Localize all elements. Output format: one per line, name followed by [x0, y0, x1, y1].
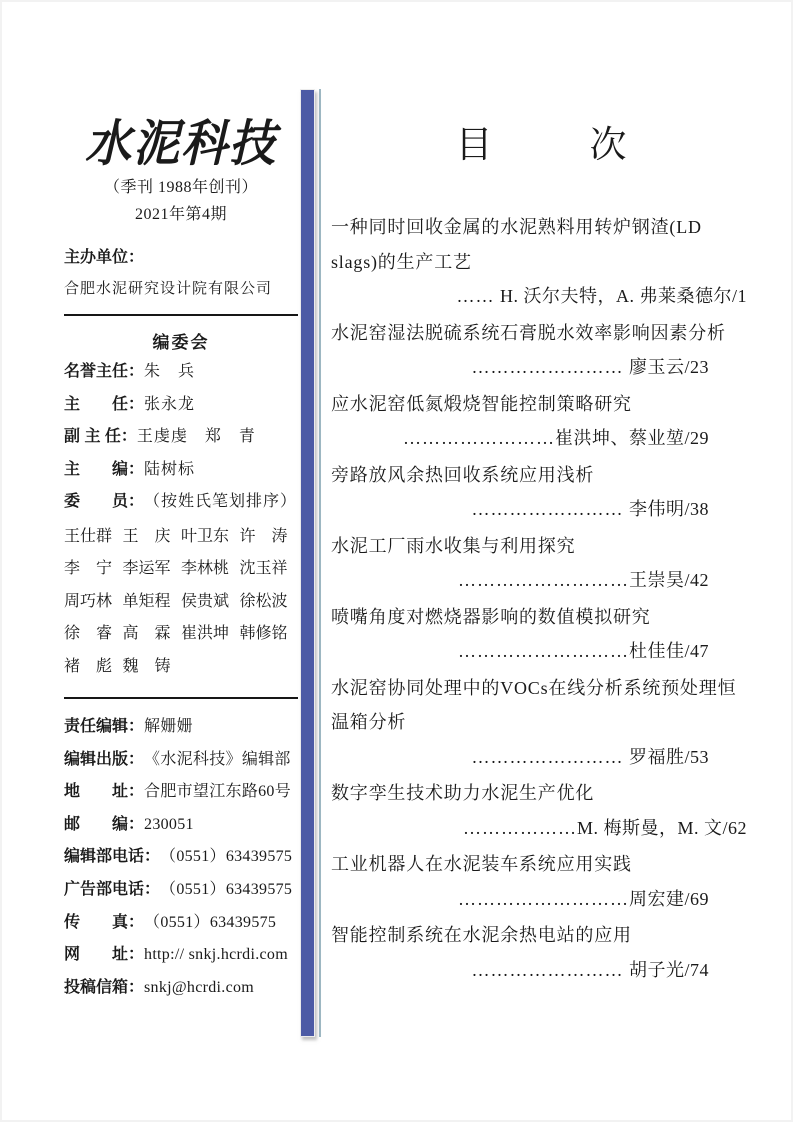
dot-leader: …………………… [471, 959, 629, 980]
info-row-website [64, 939, 298, 972]
editorial-board-section [64, 330, 298, 683]
member-row [64, 651, 298, 684]
member-name: 侯贵斌 [181, 592, 230, 610]
board-row-chief-editor [64, 454, 298, 487]
toc-entry-title: 智能控制系统在水泥余热电站的应用 [331, 925, 632, 945]
info-row-publisher [64, 744, 298, 777]
toc-entry-author-line [331, 740, 751, 775]
info-row-label: 责任编辑： [64, 718, 145, 735]
member-name: 单矩程 [122, 592, 171, 610]
toc-entry-author-page: 崔洪坤、蔡业堃/29 [554, 428, 709, 448]
edition-issue: 2021年第4期 [134, 206, 227, 223]
toc-entry-title: 工业机器人在水泥装车系统应用实践 [331, 854, 632, 874]
info-row-value: 解姗姗 [144, 718, 193, 735]
toc-entry-author-line [331, 634, 751, 669]
dot-leader: …… [456, 286, 500, 306]
divider-rule-bottom [64, 697, 298, 699]
info-row-fax [64, 907, 298, 940]
member-name: 高 霖 [122, 625, 171, 642]
toc-entry-author-page: 李伟明/38 [628, 499, 709, 519]
info-row-label: 编辑出版： [64, 750, 145, 768]
board-row-label: 副 主 任： [64, 428, 137, 445]
toc-entry-title: 数字孪生技术助力水泥生产优化 [331, 783, 595, 803]
toc-entry-author-page: 廖玉云/23 [628, 357, 709, 377]
toc-entry-title: 水泥窑湿法脱硫系统石膏脱水效率影响因素分析 [331, 322, 726, 343]
board-row-value: （按姓氏笔划排序） [144, 493, 298, 510]
info-row-address [64, 776, 298, 809]
info-row-editorial-phone [64, 841, 298, 874]
toc-entry-title: 旁路放风余热回收系统应用浅析 [331, 464, 595, 485]
member-name: 王 庆 [122, 527, 171, 545]
dot-leader: ……………………… [457, 888, 629, 909]
info-row-label: 广告部电话： [64, 880, 161, 898]
toc-entry-title: 一种同时回收金属的水泥熟料用转炉钢渣(LD slags)的生产工艺 [331, 217, 702, 272]
dot-leader: ……………………… [457, 641, 629, 661]
toc-entry-title: 水泥工厂雨水收集与利用探究 [331, 535, 576, 556]
sponsor-name: 合肥水泥研究设计院有限公司 [64, 281, 273, 297]
member-row [64, 553, 298, 586]
toc-entry-author-line [331, 882, 751, 917]
divider-rule-top [64, 314, 298, 316]
toc-entry [331, 776, 751, 845]
masthead-panel [64, 112, 298, 1004]
toc-entry-author-page: 周宏建/69 [628, 888, 709, 909]
info-row-postcode [64, 809, 298, 842]
board-row-value: 朱 兵 [144, 363, 196, 380]
toc-entry-author-page: 罗福胜/53 [628, 746, 709, 767]
member-row [64, 521, 298, 554]
dot-leader: ……………… [462, 817, 577, 838]
info-row-label: 网 址： [64, 946, 145, 964]
toc-entry-author-page: H. 沃尔夫特，A. 弗莱桑德尔/1 [500, 286, 747, 306]
board-row-honorary-director [64, 356, 298, 389]
toc-entry-title: 水泥窑协同处理中的VOCs在线分析系统预处理恒温箱分析 [331, 677, 737, 732]
info-row-value: （0551）63439575 [160, 880, 293, 898]
member-name: 魏 铸 [122, 657, 171, 675]
toc-entry [331, 529, 751, 598]
member-name: 崔洪坤 [181, 625, 230, 642]
toc-entry-author-line [331, 563, 751, 598]
info-row-label: 传 真： [64, 913, 145, 931]
info-row-label: 地 址： [64, 783, 145, 801]
toc-entry [331, 671, 751, 775]
toc-entry-author-line [331, 279, 751, 314]
toc-entry [331, 316, 751, 385]
toc-entry-author-line [331, 811, 751, 846]
editorial-board-heading: 编委会 [152, 333, 210, 352]
board-row-label: 名誉主任： [64, 363, 145, 380]
board-row-value: 张永龙 [144, 395, 196, 413]
info-row-responsible-editor [64, 711, 298, 744]
sponsor-label: 主办单位： [64, 249, 145, 266]
publication-info-section [64, 711, 298, 1004]
member-name: 褚 彪 [64, 657, 113, 675]
toc-entry-author-line [331, 421, 751, 456]
member-name: 沈玉祥 [239, 560, 288, 577]
toc-entry-title: 喷嘴角度对燃烧器影响的数值模拟研究 [331, 606, 651, 627]
vertical-divider-bar [300, 89, 315, 1037]
info-row-label: 投稿信箱： [64, 978, 145, 996]
board-row-members [64, 486, 298, 519]
info-row-value: 230051 [144, 815, 194, 833]
info-row-label: 邮 编： [64, 815, 145, 833]
member-name: 许 涛 [239, 527, 288, 545]
toc-entry-author-line [331, 350, 751, 385]
member-name: 徐松波 [239, 592, 288, 610]
member-name: 王仕群 [64, 527, 113, 545]
dot-leader: …………………… [471, 499, 629, 519]
board-row-label: 委 员： [64, 493, 145, 510]
toc-entry [331, 847, 751, 916]
toc-entry-author-page: M. 梅斯曼，M. 文/62 [576, 817, 747, 838]
dot-leader: …………………… [471, 357, 629, 377]
toc-entry-author-page: 王崇昊/42 [628, 570, 709, 590]
toc-entry [331, 210, 751, 314]
edition-frequency: （季刊 1988年创刊） [103, 179, 258, 196]
info-row-value: （0551）63439575 [144, 913, 277, 931]
toc-heading: 目 次 [455, 125, 657, 166]
member-name-grid [64, 521, 298, 684]
toc-entry [331, 600, 751, 669]
board-row-value: 王虔虔 郑 青 [136, 428, 256, 445]
dot-leader: …………………… [402, 428, 555, 448]
dot-leader: …………………… [471, 746, 629, 767]
member-name: 叶卫东 [181, 527, 230, 545]
toc-entry [331, 918, 751, 987]
toc-entry-author-page: 杜佳佳/47 [628, 641, 709, 661]
info-row-label: 编辑部电话： [64, 848, 161, 866]
table-of-contents [331, 122, 751, 989]
board-row-deputy-director [64, 421, 298, 454]
info-row-value: snkj@hcrdi.com [144, 978, 255, 996]
member-name: 李林桃 [181, 560, 230, 577]
dot-leader: ……………………… [457, 570, 629, 590]
board-row-value: 陆树标 [144, 460, 196, 478]
info-row-value: http:// snkj.hcrdi.com [144, 946, 288, 964]
info-row-submission-email [64, 972, 298, 1005]
toc-entry-author-page: 胡子光/74 [628, 959, 709, 980]
board-row-director [64, 389, 298, 422]
member-name: 李 宁 [64, 560, 113, 577]
member-name: 韩修铭 [239, 625, 288, 642]
info-row-value: 《水泥科技》编辑部 [144, 750, 291, 768]
toc-list [331, 210, 751, 987]
toc-entry-title: 应水泥窑低氮煅烧智能控制策略研究 [331, 393, 632, 414]
member-name: 周巧林 [64, 592, 113, 610]
info-row-value: （0551）63439575 [160, 848, 293, 866]
member-row [64, 618, 298, 651]
journal-title: 水泥科技 [85, 113, 277, 173]
member-row [64, 586, 298, 619]
board-row-label: 主 任： [64, 395, 145, 413]
toc-entry [331, 458, 751, 527]
toc-entry [331, 387, 751, 456]
member-name: 李运军 [122, 560, 171, 577]
info-row-value: 合肥市望江东路60号 [144, 783, 292, 801]
vertical-divider-thin-line [319, 89, 321, 1037]
toc-entry-author-line [331, 953, 751, 988]
member-name: 徐 睿 [64, 625, 113, 642]
toc-entry-author-line [331, 492, 751, 527]
board-row-label: 主 编： [64, 460, 145, 478]
info-row-ad-phone [64, 874, 298, 907]
